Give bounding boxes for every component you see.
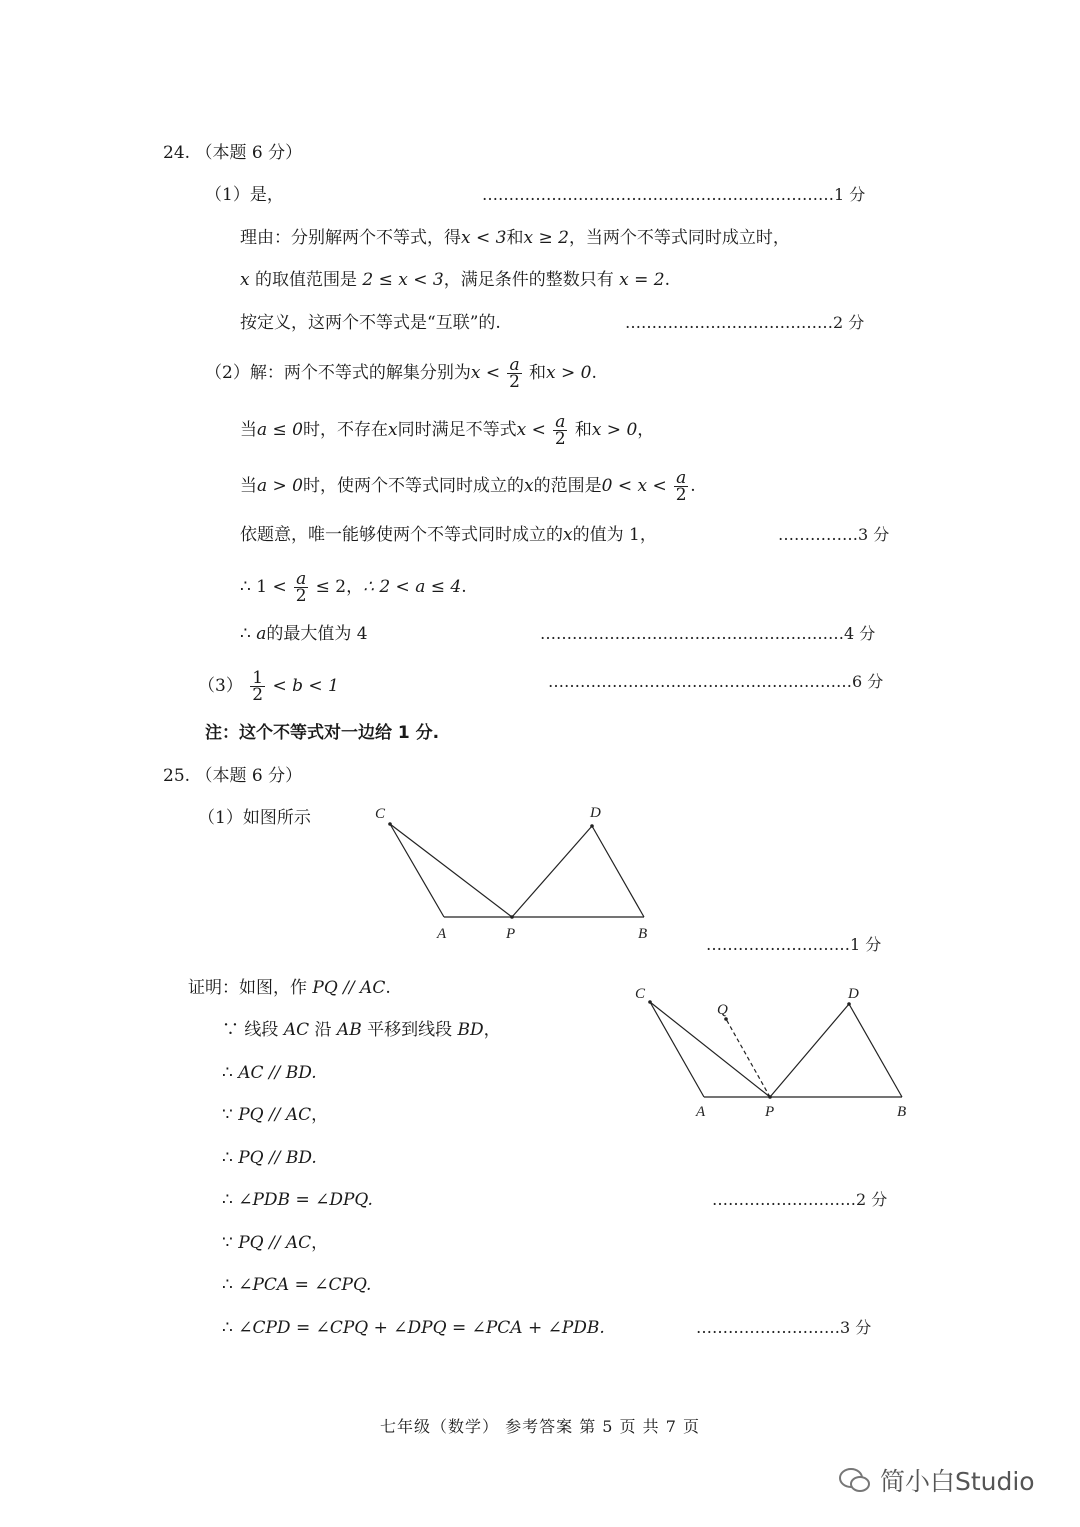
q24-condition [240, 523, 657, 547]
math: PQ // AC [312, 978, 386, 998]
fraction-a-over-2 [294, 571, 308, 604]
q24-condition-score: ……………3 分 [778, 525, 890, 544]
text: 平移到线段 [367, 1020, 453, 1040]
denominator: 2 [252, 685, 264, 705]
proof-line-4 [222, 1146, 317, 1170]
fraction-a-over-2 [674, 470, 688, 503]
text: . [690, 476, 696, 496]
math: a [256, 624, 267, 644]
proof-line-8 [222, 1316, 605, 1340]
text: 沿 [314, 1020, 332, 1040]
numerator: a [676, 468, 687, 488]
therefore-symbol: ∴ [222, 1063, 233, 1083]
text: 当 [240, 420, 257, 440]
math: x = 2 [619, 270, 665, 290]
math: x < [516, 420, 546, 440]
numerator: a [555, 412, 566, 432]
q24-definition-score: …………………………………2 分 [625, 313, 865, 332]
q24-heading: 24. （本题 6 分） [163, 143, 303, 163]
q24-note: 注：这个不等式对一边给 1 分. [205, 723, 440, 743]
text: ∴ 1 < [240, 577, 287, 597]
math: ∠CPD = ∠CPQ + ∠DPQ = ∠PCA + ∠PDB. [238, 1318, 605, 1338]
point-D [847, 1002, 851, 1006]
point-P [768, 1095, 772, 1099]
segment-CP [650, 1002, 770, 1097]
math: x ≥ 2 [523, 228, 569, 248]
because-symbol: ∵ [222, 1233, 233, 1253]
q25-proof-intro [188, 976, 391, 1000]
q24-part1: （1）是， [205, 185, 284, 205]
numerator: a [509, 355, 520, 375]
watermark [838, 1462, 1035, 1498]
math: ∠PDB = ∠DPQ. [238, 1190, 373, 1210]
numerator: a [296, 569, 307, 589]
text: 和 [529, 363, 547, 383]
denominator: 2 [509, 372, 520, 392]
text: . [664, 270, 671, 290]
proof-line-8-score: ………………………3 分 [696, 1318, 872, 1337]
text: ≤ 2， [315, 577, 364, 597]
math: ∴ 2 < a ≤ 4 [363, 577, 462, 597]
text: . [385, 978, 391, 998]
therefore-symbol: ∴ [222, 1275, 233, 1295]
point-C [648, 1000, 652, 1004]
label-D: D [848, 986, 859, 1002]
q25-heading: 25. （本题 6 分） [163, 766, 303, 786]
page-footer: 七年级（数学） 参考答案 第 5 页 共 7 页 [380, 1417, 700, 1436]
text: 的最大值为 4 [266, 624, 368, 644]
q24-part2 [205, 357, 597, 390]
proof-line-2 [222, 1061, 317, 1085]
therefore-symbol: ∴ [222, 1190, 233, 1210]
denominator: 2 [675, 485, 687, 505]
math: PQ // AC [238, 1105, 312, 1125]
text: （3） [198, 676, 243, 696]
math: x [240, 270, 250, 290]
label-C: C [635, 986, 646, 1002]
denominator: 2 [554, 429, 566, 449]
text: 线段 [244, 1020, 279, 1040]
label-A: A [696, 1104, 706, 1120]
segment-CP [390, 824, 512, 917]
label-D: D [590, 805, 601, 821]
math: x < [470, 363, 501, 383]
q24-definition: 按定义，这两个不等式是“互联”的. [240, 313, 501, 333]
text: ， [483, 1020, 501, 1040]
text: 和 [506, 228, 524, 248]
point-C [388, 822, 392, 826]
fraction-1-over-2 [250, 670, 265, 703]
text: 的取值范围是 [249, 270, 363, 290]
math: PQ // BD. [238, 1148, 317, 1168]
math: 2 ≤ x < 3 [362, 270, 444, 290]
label-B: B [897, 1104, 907, 1120]
q24-therefore1 [240, 571, 467, 604]
label-B: B [638, 926, 648, 942]
label-P: P [765, 1104, 775, 1120]
math: x [563, 525, 573, 545]
text: ， [311, 1233, 329, 1253]
math: AC [283, 1020, 310, 1040]
text: ，满足条件的整数只有 [443, 270, 620, 290]
math: < b < 1 [272, 676, 339, 696]
text: 同时满足不等式 [397, 420, 517, 440]
fraction-a-over-2 [507, 357, 521, 390]
segment-CA [390, 824, 444, 917]
text: 时，使两个不等式同时成立的 [303, 476, 525, 496]
math: a ≤ 0 [257, 420, 304, 440]
text: （2）解：两个不等式的解集分别为 [205, 363, 471, 383]
q24-max-score: …………………………………………………4 分 [540, 624, 876, 643]
proof-line-1 [222, 1018, 501, 1042]
figure-1 [360, 795, 680, 950]
text: 的值为 1， [572, 525, 657, 545]
math: ∠PCA = ∠CPQ. [238, 1275, 372, 1295]
text: . [461, 577, 467, 597]
fraction-a-over-2 [553, 414, 567, 447]
proof-line-5 [222, 1188, 373, 1212]
q24-range [240, 268, 670, 292]
proof-line-3 [222, 1103, 328, 1127]
watermark-text: 简小白Studio [879, 1467, 1035, 1496]
text: 理由：分别解两个不等式，得 [240, 228, 461, 248]
because-symbol: ∵ [222, 1105, 233, 1125]
q25-part1-score: ………………………1 分 [706, 935, 882, 954]
math: a > 0 [257, 476, 304, 496]
therefore-symbol: ∴ [222, 1148, 233, 1168]
q24-case1 [240, 414, 654, 447]
figure-2 [620, 975, 920, 1130]
math: AC // BD. [238, 1063, 317, 1083]
q24-max [240, 622, 368, 646]
segment-PQ-dashed [726, 1019, 770, 1097]
point-P [510, 915, 514, 919]
numerator: 1 [252, 668, 264, 688]
text: ∴ [240, 624, 251, 644]
segment-PD [770, 1004, 849, 1097]
because-symbol: ∵ [222, 1020, 239, 1040]
segment-PD [512, 826, 592, 917]
text: ， [311, 1105, 329, 1125]
label-C: C [375, 806, 386, 822]
text: . [591, 363, 597, 383]
q24-reason [240, 226, 790, 250]
denominator: 2 [295, 586, 307, 606]
segment-DB [592, 826, 644, 917]
math: 0 < x < [601, 476, 667, 496]
proof-line-5-score: ………………………2 分 [712, 1190, 888, 1209]
proof-line-6 [222, 1231, 328, 1255]
math: x [524, 476, 534, 496]
math: PQ // AC [238, 1233, 312, 1253]
text: ， [637, 420, 655, 440]
segment-DB [849, 1004, 902, 1097]
segment-CA [650, 1002, 704, 1097]
label-A: A [437, 926, 447, 942]
label-Q: Q [717, 1002, 728, 1018]
text: 和 [574, 420, 592, 440]
therefore-symbol: ∴ [222, 1318, 233, 1338]
proof-line-7 [222, 1273, 371, 1297]
text: ，当两个不等式同时成立时， [568, 228, 790, 248]
text: 的范围是 [533, 476, 602, 496]
math: x > 0 [546, 363, 592, 383]
math: AB [336, 1020, 362, 1040]
q24-case2 [240, 470, 696, 503]
math: x > 0 [591, 420, 638, 440]
text: 依题意，唯一能够使两个不等式同时成立的 [240, 525, 563, 545]
math: x < 3 [461, 228, 507, 248]
text: 时，不存在 [303, 420, 389, 440]
point-D [590, 824, 594, 828]
q24-part3 [198, 670, 339, 703]
text: 当 [240, 476, 257, 496]
math: x [388, 420, 398, 440]
label-P: P [506, 926, 516, 942]
q24-part3-score: …………………………………………………6 分 [548, 672, 884, 691]
wechat-icon [838, 1466, 872, 1494]
math: BD [457, 1020, 484, 1040]
text: 证明：如图，作 [188, 978, 313, 998]
q25-part1: （1）如图所示 [198, 808, 311, 828]
q24-part1-score: …………………………………………………………1 分 [482, 185, 866, 204]
